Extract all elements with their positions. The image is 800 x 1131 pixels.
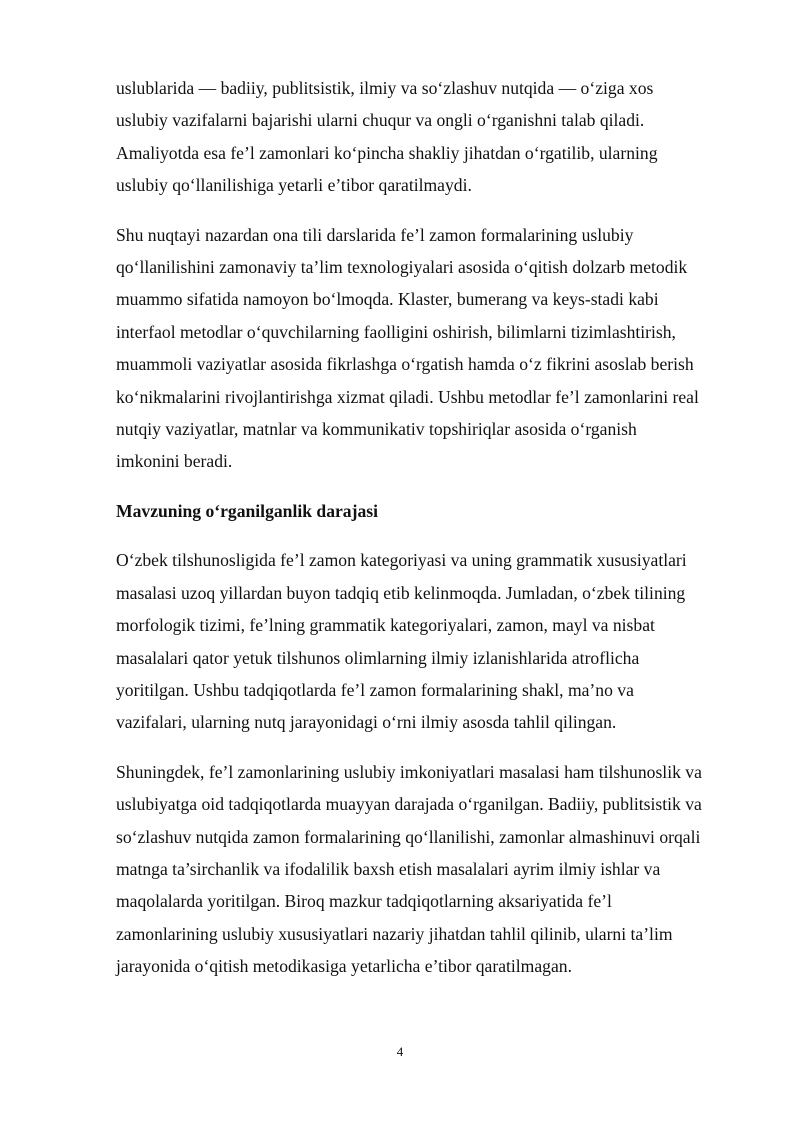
page-number: 4 bbox=[396, 1044, 404, 1059]
section-heading: Mavzuning o‘rganilganlik darajasi bbox=[116, 500, 378, 521]
paragraph-stylistic-research bbox=[116, 756, 744, 983]
text-line: matnga ta’sirchanlik va ifodalilik baxsh etish masalalari ayrim ilmiy ishlar va bbox=[116, 858, 661, 879]
text-line: imkonini beradi. bbox=[116, 451, 233, 472]
text-line: so‘zlashuv nutqida zamon formalarining qo‘llanilishi, zamonlar almashinuvi orqali bbox=[116, 826, 701, 847]
text-line: ko‘nikmalarini rivojlantirishga xizmat qiladi. Ushbu metodlar fe’l zamonlarini real bbox=[116, 386, 699, 407]
paragraph-relevance bbox=[116, 219, 744, 478]
text-line: qo‘llanilishini zamonaviy ta’lim texnologiyalari asosida o‘qitish dolzarb metodik bbox=[116, 257, 688, 278]
text-line: nutqiy vaziyatlar, matnlar va kommunikativ topshiriqlar asosida o‘rganish bbox=[116, 419, 637, 440]
text-line: muammoli vaziyatlar asosida fikrlashga o‘rgatish hamda o‘z fikrini asoslab berish bbox=[116, 354, 694, 375]
text-line: O‘zbek tilshunosligida fe’l zamon kategoriyasi va uning grammatik xususiyatlari bbox=[116, 550, 687, 571]
text-line: maqolalarda yoritilgan. Biroq mazkur tadqiqotlarning aksariyatida fe’l bbox=[116, 891, 612, 912]
text-line: uslubiy qo‘llanilishiga yetarli e’tibor qaratilmaydi. bbox=[116, 175, 472, 196]
document-page bbox=[116, 72, 744, 983]
paragraph-spacer bbox=[116, 527, 744, 544]
paragraph-spacer bbox=[116, 739, 744, 756]
text-line: uslubiyatga oid tadqiqotlarda muayyan darajada o‘rganilgan. Badiiy, publitsistik va bbox=[116, 794, 702, 815]
text-line: jarayonida o‘qitish metodikasiga yetarlicha e’tibor qaratilmagan. bbox=[116, 956, 572, 977]
text-line: yoritilgan. Ushbu tadqiqotlarda fe’l zamon formalarining shakl, ma’no va bbox=[116, 679, 634, 700]
text-line: interfaol metodlar o‘quvchilarning faolligini oshirish, bilimlarni tizimlashtirish, bbox=[116, 321, 676, 342]
paragraph-spacer bbox=[116, 202, 744, 219]
text-line: uslublarida — badiiy, publitsistik, ilmiy va so‘zlashuv nutqida — o‘ziga xos bbox=[116, 78, 654, 98]
text-line: muammo sifatida namoyon bo‘lmoqda. Klaster, bumerang va keys-stadi kabi bbox=[116, 289, 659, 310]
text-line: Amaliyotda esa fe’l zamonlari ko‘pincha shakliy jihatdan o‘rgatilib, ularning bbox=[116, 142, 658, 163]
text-line: uslubiy vazifalarni bajarishi ularni chuqur va ongli o‘rganishni talab qiladi. bbox=[116, 110, 645, 131]
text-line: masalalari qator yetuk tilshunos olimlarning ilmiy izlanishlarida atroflicha bbox=[116, 647, 640, 668]
paragraph-intro-continuation bbox=[116, 72, 744, 202]
text-line: morfologik tizimi, fe’lning grammatik kategoriyalari, zamon, mayl va nisbat bbox=[116, 615, 655, 636]
text-line: Shuningdek, fe’l zamonlarining uslubiy imkoniyatlari masalasi ham tilshunoslik va bbox=[116, 761, 702, 782]
paragraph-spacer bbox=[116, 478, 744, 495]
text-line: masalasi uzoq yillardan buyon tadqiq etib kelinmoqda. Jumladan, o‘zbek tilining bbox=[116, 582, 686, 603]
paragraph-research-overview bbox=[116, 544, 744, 738]
text-line: zamonlarining uslubiy xususiyatlari nazariy jihatdan tahlil qilinib, ularni ta’lim bbox=[116, 923, 673, 944]
text-line: Shu nuqtayi nazardan ona tili darslarida fe’l zamon formalarining uslubiy bbox=[116, 224, 634, 245]
text-line: vazifalari, ularning nutq jarayonidagi o‘rni ilmiy asosda tahlil qilingan. bbox=[116, 712, 617, 733]
